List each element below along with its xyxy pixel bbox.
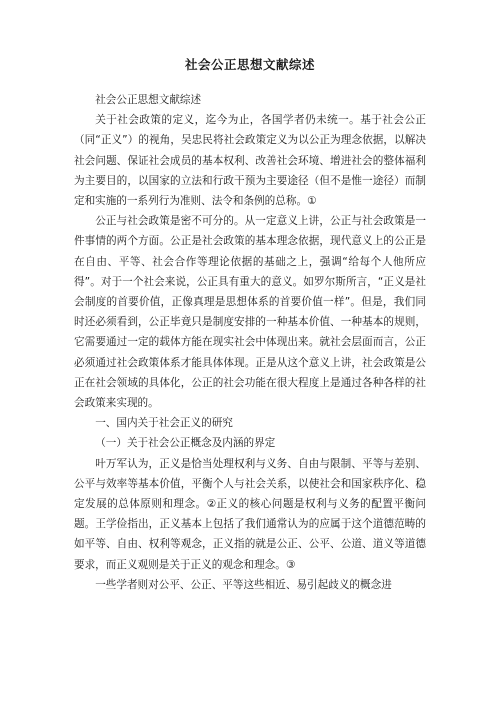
paragraph-concepts: 一些学者则对公平、公正、平等这些相近、易引起歧义的概念进 [95, 578, 392, 591]
paragraph-ye-wanjun: 叶万军认为，正义是恰当处理权利与义务、自由与限制、平等与差别、公平与效率等基本价值，平衡个人与社会关系，以使社会和国家秩序化、稳定发展的总体原则和理念。②正义的核心问题是权利与义务的配置平衡问题。王学俭指出，正义基本上包括了我们通常认为的应属于这个道德范畴的如平等、自由、权利等观念，正义指的就是公正、公平、公道、道义等道德要求，而正义观则是关于正义的观念和理念。③ [74, 457, 426, 571]
document-title: 社会公正思想文献综述 [184, 57, 315, 72]
subsection-heading-1: （一）关于社会公正概念及内涵的界定 [95, 437, 276, 450]
section-heading-1: 一、国内关于社会正义的研究 [95, 417, 233, 430]
paragraph-subtitle: 社会公正思想文献综述 [95, 94, 202, 106]
paragraph-definition: 关于社会政策的定义，迄今为止，各国学者仍未统一。基于社会公正（同“正义”）的视角，吴忠民将社会政策定义为以公正为理念依据，以解决社会问题、保证社会成员的基本权利、改善社会环境、增进社会的整体福利为主要目的，以国家的立法和行政干预为主要途径（但不是惟一途径）而制定和实施的一系列行为准则、法令和条例的总称。① [74, 114, 426, 208]
paragraph-justice-policy: 公正与社会政策是密不可分的。从一定意义上讲，公正与社会政策是一件事情的两个方面。公正是社会政策的基本理念依据，现代意义上的公正是在自由、平等、社会合作等理论依据的基础之上，强调“给每个人他所应得”。对于一个社会来说，公正具有重大的意义。如罗尔斯所言，“正义是社会制度的首要价值，正像真理是思想体系的首要价值一样”。但是，我们同时还必须看到，公正毕竟只是制度安排的一种基本价值、一种基本的规则，它需要通过一定的载体方能在现实社会中体现出来。就社会层面而言，公正必须通过社会政策体系才能具体体现。正是从这个意义上讲，社会政策是公正在社会领域的具体化，公正的社会功能在很大程度上是通过各种各样的社会政策来实现的。 [74, 215, 426, 410]
